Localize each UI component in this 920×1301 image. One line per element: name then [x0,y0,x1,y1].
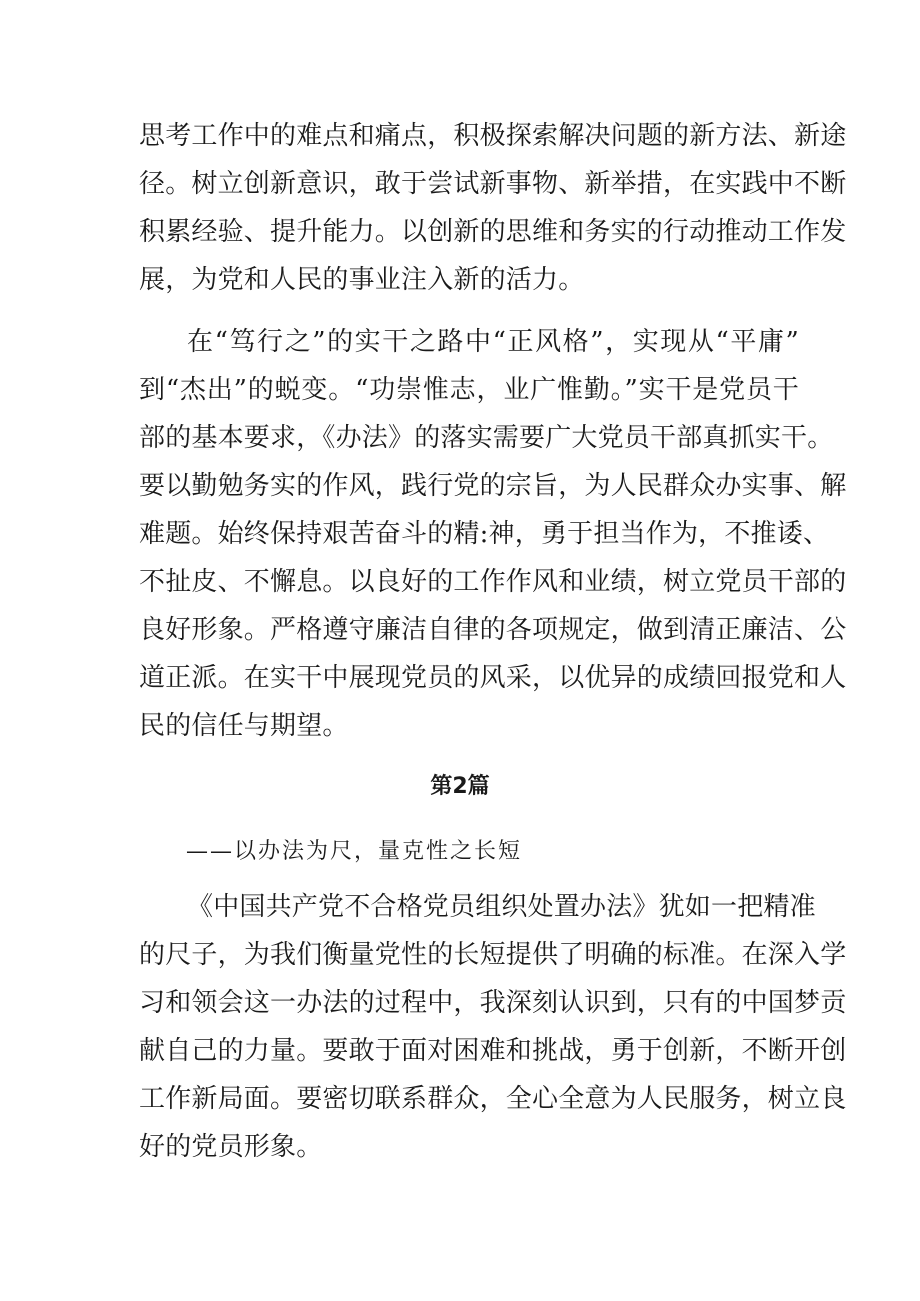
paragraph-line: 思考工作中的难点和痛点，积极探索解决问题的新方法、新途 [139,121,847,151]
paragraph-line: 难题。始终保持艰苦奋斗的精:神，勇于担当作为，不推诿、 [139,519,830,549]
paragraph-line: 要以勤勉务实的作风，践行党的宗旨，为人民群众办实事、解 [139,471,847,501]
paragraph-line: 的尺子，为我们衡量党性的长短提供了明确的标准。在深入学 [139,940,847,970]
paragraph-practical-work [139,318,847,750]
paragraph-line: 到“杰出”的蜕变。“功崇惟志，业广惟勤。”实干是党员干 [139,375,799,405]
paragraph-line: 道正派。在实干中展现党员的风采，以优异的成绩回报党和人 [139,663,847,693]
paragraph-line: 《中国共产党不合格党员组织处置办法》犹如一把精准 [187,892,816,922]
section-subtitle: ——以办法为尺，量克性之长短 [186,839,523,864]
paragraph-line: 部的基本要求，《办法》的落实需要广大党员干部真抓实干。 [139,423,834,453]
paragraph-line: 献自己的力量。要敢于面对困难和挑战，勇于创新，不断开创 [139,1036,847,1066]
section-heading: 第2篇 [430,774,490,799]
paragraph-line: 不扯皮、不懈息。以良好的工作作风和业绩，树立党员干部的 [139,567,847,597]
paragraph-line: 展，为党和人民的事业注入新的活力。 [139,265,585,295]
paragraph-measure-standard [139,883,847,1171]
paragraph-line: 积累经验、提升能力。以创新的思维和务实的行动推动工作发 [139,217,847,247]
paragraph-line: 工作新局面。要密切联系群众，全心全意为人民服务，树立良 [139,1084,847,1114]
paragraph-line: 好的党员形象。 [139,1132,323,1162]
paragraph-line: 习和领会这一办法的过程中，我深刻认识到，只有的中国梦贡 [139,988,847,1018]
paragraph-line: 良好形象。严格遵守廉洁自律的各项规定，做到清正廉洁、公 [139,615,847,645]
paragraph-line: 在“笃行之”的实干之路中“正风格”，实现从“平庸” [187,327,799,357]
paragraph-line: 民的信任与期望。 [139,711,349,741]
paragraph-line: 径。树立创新意识，敢于尝试新事物、新举措，在实践中不断 [139,169,847,199]
paragraph-innovation [139,112,847,304]
